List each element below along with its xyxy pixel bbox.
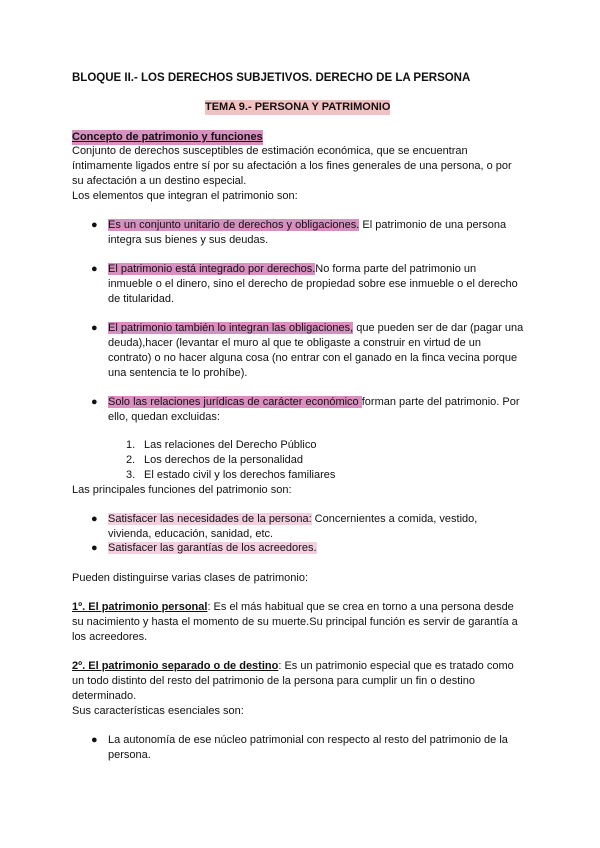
funciones-intro: Las principales funciones del patrimonio son: [72,484,292,496]
list-item-cont: de titularidad. [108,293,175,305]
tema-title: TEMA 9.- PERSONA Y PATRIMONIO [205,101,391,113]
list-item: Satisfacer las necesidades de la persona: Concernientes a comida, vestido, [108,513,478,525]
document-header: BLOQUE II.- LOS DERECHOS SUBJETIVOS. DERECHO DE LA PERSONA [72,72,471,84]
list-item: Solo las relaciones jurídicas de carácter económico forman parte del patrimonio. Por [108,396,520,408]
bullet-icon: ● [91,396,98,408]
list-item-cont: una sentencia te lo prohíbe). [108,367,248,379]
bullet-icon: ● [91,219,98,231]
list-item-cont: vivienda, educación, sanidad, etc. [108,528,274,540]
bullet-icon: ● [91,542,98,554]
list-item: Satisfacer las garantías de los acreedores. [108,542,317,554]
bullet-icon: ● [91,734,98,746]
bullet-icon: ● [91,263,98,275]
list-item-cont: ello, quedan excluidas: [108,411,220,423]
concepto-line: íntimamente ligados entre sí por su afectación a los fines generales de una persona, o por [72,160,512,172]
clase-line: Sus características esenciales son: [72,705,244,717]
bullet-icon: ● [91,513,98,525]
concepto-line: su afectación a un destino especial. [72,175,247,187]
clase-line: los acreedores. [72,631,148,643]
list-number: 2. [126,454,136,466]
concepto-line: Los elementos que integran el patrimonio son: [72,190,298,202]
list-item: El patrimonio también lo integran las obligaciones, que pueden ser de dar (pagar una [108,322,524,334]
list-item: El patrimonio está integrado por derechos.No forma parte del patrimonio un [108,263,477,275]
concepto-heading: Concepto de patrimonio y funciones [72,131,263,143]
list-item: Es un conjunto unitario de derechos y obligaciones. El patrimonio de una persona [108,219,507,231]
clase-line: determinado. [72,690,137,702]
numbered-item: Las relaciones del Derecho Público [144,439,317,451]
list-item-cont: integra sus bienes y sus deudas. [108,234,269,246]
numbered-item: El estado civil y los derechos familiares [144,469,336,481]
clase-paragraph: 1º. El patrimonio personal: Es el más habitual que se crea en torno a una persona desde [72,601,514,613]
list-number: 1. [126,439,136,451]
clase-paragraph: 2º. El patrimonio separado o de destino: Es un patrimonio especial que es tratado como [72,660,514,672]
concepto-line: Conjunto de derechos susceptibles de estimación económica, que se encuentran [72,145,468,157]
list-item: La autonomía de ese núcleo patrimonial con respecto al resto del patrimonio de la [108,734,508,746]
list-item-cont: deuda),hacer (levantar el muro al que te obligaste a construir en virtud de un [108,337,481,349]
clase-line: su nacimiento y hasta el momento de su muerte.Su principal función es servir de garantía a [72,616,518,628]
list-number: 3. [126,469,136,481]
bullet-icon: ● [91,322,98,334]
list-item-cont: persona. [108,749,151,761]
clase-line: un todo distinto del resto del patrimonio de la persona para cumplir un fin o destino [72,675,475,687]
clases-intro: Pueden distinguirse varias clases de patrimonio: [72,572,309,584]
list-item-cont: contrato) o no hacer alguna cosa (no entrar con el ganado en la finca vecina porque [108,352,518,364]
list-item-cont: inmueble o el dinero, sino el derecho de propiedad sobre ese inmueble o el derecho [108,278,518,290]
numbered-item: Los derechos de la personalidad [144,454,304,466]
